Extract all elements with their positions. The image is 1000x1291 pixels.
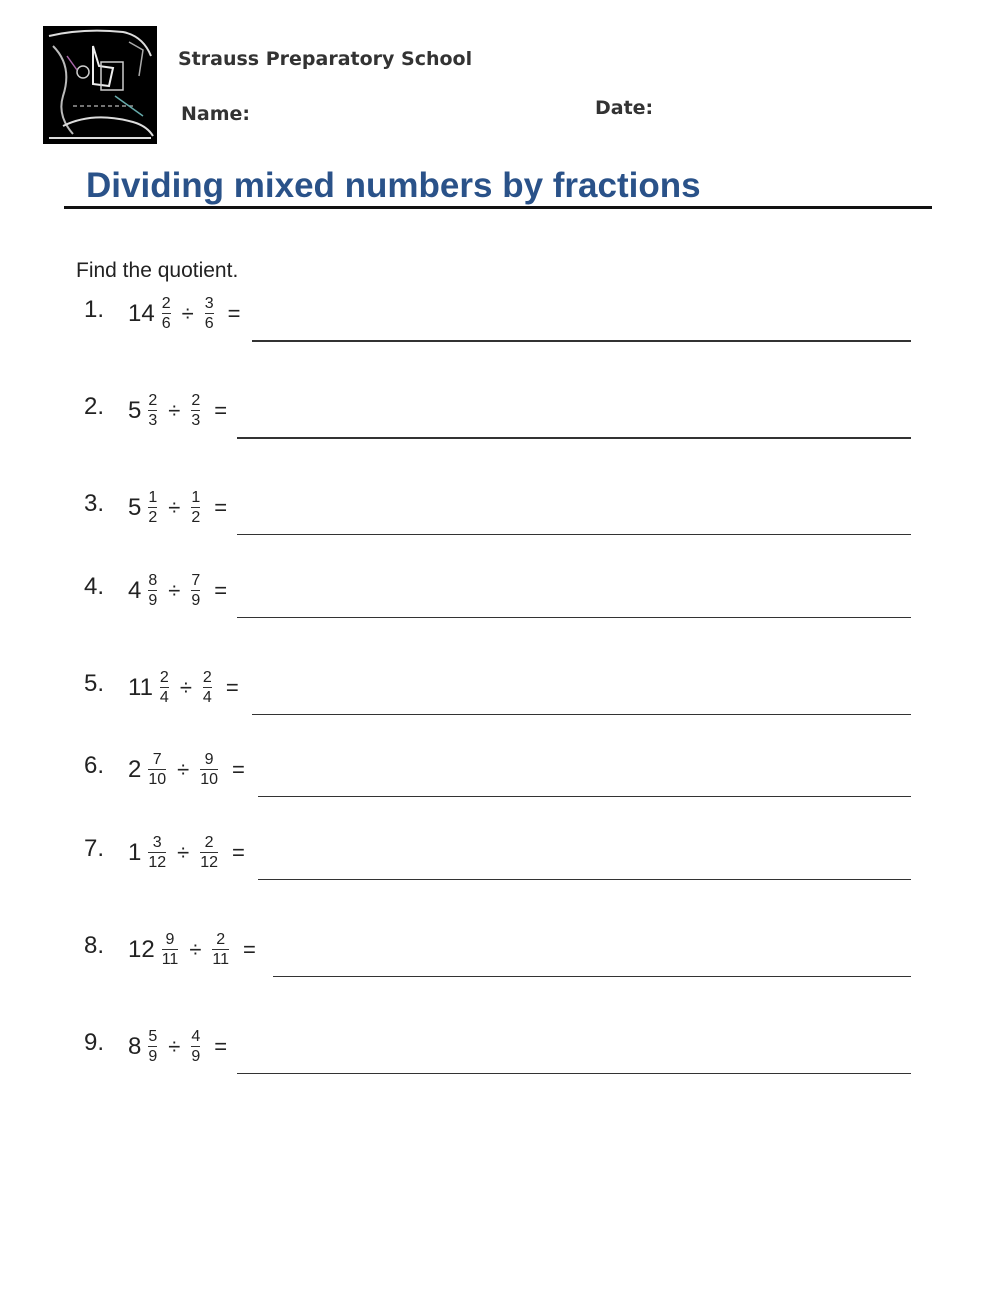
denominator: 4 bbox=[202, 689, 212, 706]
denominator: 6 bbox=[204, 315, 214, 332]
answer-line[interactable] bbox=[258, 796, 911, 797]
equals-sign: = bbox=[214, 495, 228, 520]
equals-sign: = bbox=[214, 1034, 228, 1059]
problem-number: 2. bbox=[84, 393, 105, 420]
divide-sign: ÷ bbox=[168, 495, 181, 520]
numerator: 2 bbox=[159, 669, 169, 686]
denominator: 12 bbox=[200, 854, 219, 871]
denominator: 10 bbox=[200, 771, 219, 788]
answer-line[interactable] bbox=[252, 714, 911, 715]
fraction-divisor bbox=[191, 393, 200, 429]
problem-row bbox=[0, 835, 1000, 895]
fraction-bar bbox=[191, 410, 200, 411]
equals-sign: = bbox=[214, 398, 228, 423]
fraction-divisor bbox=[212, 932, 229, 968]
fraction-bar bbox=[148, 590, 157, 591]
fraction-bar bbox=[205, 313, 214, 314]
worksheet-title: Dividing mixed numbers by fractions bbox=[86, 166, 701, 205]
fraction-dividend bbox=[160, 670, 169, 706]
date-label: Date: bbox=[595, 97, 654, 119]
numerator: 7 bbox=[152, 751, 162, 768]
fraction-bar bbox=[203, 687, 212, 688]
problem-row bbox=[0, 1029, 1000, 1089]
fraction-divisor bbox=[205, 296, 214, 332]
numerator: 1 bbox=[148, 489, 158, 506]
whole-number: 5 bbox=[128, 494, 142, 521]
whole-number: 2 bbox=[128, 756, 142, 783]
denominator: 12 bbox=[148, 854, 167, 871]
problem-expression bbox=[128, 835, 245, 871]
numerator: 2 bbox=[148, 392, 158, 409]
divide-sign: ÷ bbox=[168, 578, 181, 603]
problem-expression bbox=[128, 490, 227, 526]
fraction-dividend bbox=[148, 393, 157, 429]
denominator: 2 bbox=[148, 509, 158, 526]
problem-number: 9. bbox=[84, 1029, 105, 1056]
fraction-bar bbox=[200, 769, 218, 770]
answer-line[interactable] bbox=[252, 340, 911, 342]
numerator: 9 bbox=[165, 931, 175, 948]
answer-line[interactable] bbox=[258, 879, 911, 880]
denominator: 3 bbox=[148, 412, 158, 429]
answer-line[interactable] bbox=[237, 437, 911, 439]
answer-line[interactable] bbox=[237, 617, 911, 618]
problem-number: 5. bbox=[84, 670, 105, 697]
denominator: 11 bbox=[161, 951, 179, 968]
numerator: 2 bbox=[202, 669, 212, 686]
divide-sign: ÷ bbox=[179, 675, 192, 700]
whole-number: 14 bbox=[128, 300, 155, 327]
fraction-bar bbox=[191, 1046, 200, 1047]
fraction-dividend bbox=[162, 932, 179, 968]
equals-sign: = bbox=[243, 937, 256, 962]
denominator: 9 bbox=[191, 1048, 201, 1065]
denominator: 9 bbox=[148, 1048, 158, 1065]
problem-number: 8. bbox=[84, 932, 105, 959]
fraction-bar bbox=[148, 507, 157, 508]
fraction-dividend bbox=[148, 835, 166, 871]
problem-number: 1. bbox=[84, 296, 105, 323]
numerator: 7 bbox=[191, 572, 201, 589]
fraction-divisor bbox=[203, 670, 212, 706]
fraction-divisor bbox=[200, 835, 218, 871]
problem-row bbox=[0, 573, 1000, 633]
fraction-bar bbox=[162, 949, 179, 950]
fraction-bar bbox=[148, 1046, 157, 1047]
equals-sign: = bbox=[225, 675, 239, 700]
denominator: 4 bbox=[159, 689, 169, 706]
denominator: 2 bbox=[191, 509, 201, 526]
numerator: 2 bbox=[191, 392, 201, 409]
divide-sign: ÷ bbox=[177, 757, 190, 782]
denominator: 6 bbox=[161, 315, 171, 332]
fraction-bar bbox=[191, 590, 200, 591]
fraction-bar bbox=[191, 507, 200, 508]
denominator: 3 bbox=[191, 412, 201, 429]
answer-line[interactable] bbox=[237, 1073, 911, 1074]
problem-number: 3. bbox=[84, 490, 105, 517]
problem-row bbox=[0, 670, 1000, 730]
numerator: 5 bbox=[148, 1028, 158, 1045]
numerator: 9 bbox=[204, 751, 214, 768]
numerator: 2 bbox=[204, 834, 214, 851]
problem-number: 6. bbox=[84, 752, 105, 779]
denominator: 11 bbox=[212, 951, 229, 968]
instruction-text: Find the quotient. bbox=[76, 259, 239, 282]
fraction-dividend bbox=[148, 490, 157, 526]
school-name: Strauss Preparatory School bbox=[178, 48, 473, 70]
divide-sign: ÷ bbox=[168, 1034, 181, 1059]
fraction-bar bbox=[148, 769, 166, 770]
problem-number: 7. bbox=[84, 835, 105, 862]
denominator: 9 bbox=[191, 592, 201, 609]
equals-sign: = bbox=[232, 840, 245, 865]
answer-line[interactable] bbox=[237, 534, 911, 535]
problem-number: 4. bbox=[84, 573, 105, 600]
problem-expression bbox=[128, 932, 256, 968]
problem-expression bbox=[128, 573, 227, 609]
divide-sign: ÷ bbox=[189, 937, 202, 962]
numerator: 4 bbox=[191, 1028, 201, 1045]
fraction-bar bbox=[148, 852, 166, 853]
problem-row bbox=[0, 393, 1000, 453]
problem-row bbox=[0, 490, 1000, 550]
whole-number: 8 bbox=[128, 1033, 142, 1060]
numerator: 3 bbox=[204, 295, 214, 312]
fraction-dividend bbox=[148, 1029, 157, 1065]
whole-number: 1 bbox=[128, 839, 142, 866]
fraction-bar bbox=[160, 687, 169, 688]
name-label: Name: bbox=[181, 103, 251, 125]
fraction-bar bbox=[212, 949, 229, 950]
fraction-divisor bbox=[200, 752, 218, 788]
problem-expression bbox=[128, 296, 240, 332]
problem-row bbox=[0, 296, 1000, 356]
problem-expression bbox=[128, 752, 245, 788]
fraction-bar bbox=[162, 313, 171, 314]
title-divider bbox=[64, 206, 932, 209]
whole-number: 12 bbox=[128, 936, 155, 963]
equals-sign: = bbox=[232, 757, 245, 782]
divide-sign: ÷ bbox=[181, 301, 194, 326]
whole-number: 5 bbox=[128, 397, 142, 424]
whole-number: 11 bbox=[128, 674, 153, 701]
numerator: 1 bbox=[191, 489, 201, 506]
numerator: 2 bbox=[161, 295, 171, 312]
fraction-dividend bbox=[148, 573, 157, 609]
school-logo bbox=[43, 26, 157, 144]
fraction-divisor bbox=[191, 1029, 200, 1065]
problem-row bbox=[0, 752, 1000, 812]
whole-number: 4 bbox=[128, 577, 142, 604]
fraction-dividend bbox=[148, 752, 166, 788]
fraction-divisor bbox=[191, 490, 200, 526]
denominator: 10 bbox=[148, 771, 167, 788]
denominator: 9 bbox=[148, 592, 158, 609]
problem-expression bbox=[128, 670, 239, 706]
divide-sign: ÷ bbox=[177, 840, 190, 865]
fraction-divisor bbox=[191, 573, 200, 609]
answer-line[interactable] bbox=[273, 976, 911, 977]
fraction-bar bbox=[148, 410, 157, 411]
numerator: 8 bbox=[148, 572, 158, 589]
problem-row bbox=[0, 932, 1000, 992]
equals-sign: = bbox=[227, 301, 241, 326]
fraction-bar bbox=[200, 852, 218, 853]
divide-sign: ÷ bbox=[168, 398, 181, 423]
equals-sign: = bbox=[214, 578, 228, 603]
numerator: 3 bbox=[152, 834, 162, 851]
fraction-dividend bbox=[162, 296, 171, 332]
numerator: 2 bbox=[216, 931, 226, 948]
problem-expression bbox=[128, 393, 227, 429]
problem-expression bbox=[128, 1029, 227, 1065]
